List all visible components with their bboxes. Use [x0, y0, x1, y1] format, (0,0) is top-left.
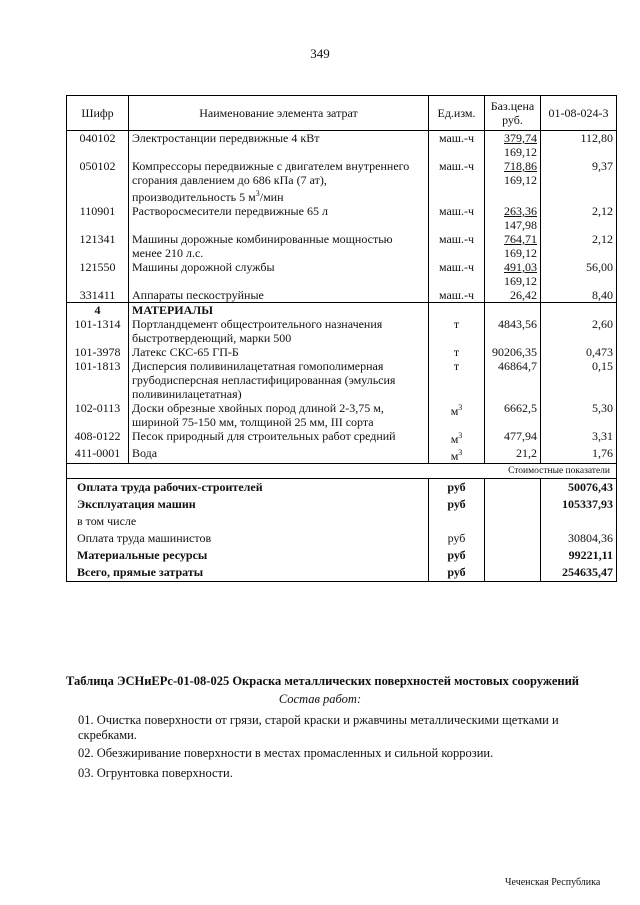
row-unit: маш.-ч: [429, 131, 485, 160]
price-labor: 169,12: [504, 145, 537, 159]
row-unit: маш.-ч: [429, 159, 485, 204]
price-labor: 169,12: [504, 173, 537, 187]
row-price: [485, 131, 541, 160]
row-price: 26,42: [485, 288, 541, 303]
row-code: 101-3978: [67, 345, 129, 359]
cost-table: [66, 95, 617, 582]
row-unit: т: [429, 359, 485, 401]
row-price: [485, 159, 541, 204]
row-norm: 0,15: [541, 359, 617, 401]
price-labor: 169,12: [504, 246, 537, 260]
summary-label: Эксплуатация машин: [67, 496, 429, 513]
summary-row: [67, 530, 617, 547]
summary-row: [67, 513, 617, 530]
row-norm: 9,37: [541, 159, 617, 204]
table-row: [67, 204, 617, 232]
row-name: Портландцемент общестроительного назначения быстротвердеющий, марки 500: [129, 317, 429, 345]
summary-unit: руб: [429, 564, 485, 582]
price-total: 379,74: [504, 131, 537, 145]
row-price: 4843,56: [485, 317, 541, 345]
row-code: 411-0001: [67, 446, 129, 464]
row-code: 110901: [67, 204, 129, 232]
cost-caption-row: [67, 464, 617, 479]
row-norm: 3,31: [541, 429, 617, 446]
row-price: 90206,35: [485, 345, 541, 359]
price-total: 764,71: [504, 232, 537, 246]
table-row: [67, 345, 617, 359]
row-name: Латекс СКС-65 ГП-Б: [129, 345, 429, 359]
summary-value: 254635,47: [541, 564, 617, 582]
row-code: 101-1813: [67, 359, 129, 401]
row-code: 121550: [67, 260, 129, 288]
row-unit: $м^3$: [429, 446, 485, 464]
row-unit: т: [429, 345, 485, 359]
row-name: Дисперсия поливинилацетатная гомополимерная грубодисперсная непластифицированная (эмульсия поливинилацетатная): [129, 359, 429, 401]
price-total: 491,03: [504, 260, 537, 274]
row-name: Электростанции передвижные 4 кВт: [129, 131, 429, 160]
footer-region: Чеченская Республика: [505, 877, 601, 888]
table-row: [67, 317, 617, 345]
summary-row: [67, 496, 617, 513]
summary-row: [67, 547, 617, 564]
table-title: Таблица ЭСНиЕРс-01-08-025 Окраска металлических поверхностей мостовых сооружений: [66, 674, 579, 688]
summary-unit: руб: [429, 496, 485, 513]
work-item: 02. Обезжиривание поверхности в местах промасленных и сильной коррозии.: [78, 746, 494, 760]
row-unit: маш.-ч: [429, 204, 485, 232]
summary-label: Всего, прямые затраты: [67, 564, 429, 582]
row-norm: 8,40: [541, 288, 617, 303]
summary-value: 99221,11: [541, 547, 617, 564]
summary-value: 50076,43: [541, 479, 617, 497]
row-price: 21,2: [485, 446, 541, 464]
work-item: 01. Очистка поверхности от грязи, старой краски и ржавчины металлическими щетками и скребками.: [78, 713, 559, 742]
table-row: [67, 159, 617, 204]
summary-label: Материальные ресурсы: [67, 547, 429, 564]
row-price: [485, 204, 541, 232]
price-labor: 147,98: [504, 218, 537, 232]
row-name: Песок природный для строительных работ средний: [129, 429, 429, 446]
table-row: [67, 401, 617, 429]
row-name: Машины дорожной службы: [129, 260, 429, 288]
row-name: Компрессоры передвижные с двигателем внутреннего сгорания давлением до 686 кПа (7 ат), производительность 5 $м^3$/мин: [129, 159, 429, 204]
row-unit: $м^3$: [429, 429, 485, 446]
table-row: [67, 446, 617, 464]
row-unit: $м^3$: [429, 401, 485, 429]
row-code: 050102: [67, 159, 129, 204]
summary-row: [67, 564, 617, 582]
row-name: Доски обрезные хвойных пород длиной 2-3,75 м, шириной 75-150 мм, толщиной 25 мм, III сорта: [129, 401, 429, 429]
row-unit: маш.-ч: [429, 232, 485, 260]
row-price: [485, 260, 541, 288]
row-price: 6662,5: [485, 401, 541, 429]
summary-row: [67, 479, 617, 497]
row-code: 121341: [67, 232, 129, 260]
row-code: 408-0122: [67, 429, 129, 446]
header-norm: 01-08-024-3: [541, 96, 617, 131]
summary-label: Оплата труда рабочих-строителей: [67, 479, 429, 497]
summary-value: 30804,36: [541, 530, 617, 547]
section-title: МАТЕРИАЛЫ: [129, 303, 429, 318]
row-code: 331411: [67, 288, 129, 303]
header-unit: Ед.изм.: [429, 96, 485, 131]
table-row: [67, 131, 617, 160]
work-item: 03. Огрунтовка поверхности.: [78, 766, 233, 780]
row-code: 101-1314: [67, 317, 129, 345]
summary-label: Оплата труда машинистов: [67, 530, 429, 547]
row-code: 102-0113: [67, 401, 129, 429]
header-price: Баз.цена руб.: [485, 96, 541, 131]
row-price: 46864,7: [485, 359, 541, 401]
table-header-row: [67, 96, 617, 131]
price-labor: 169,12: [504, 274, 537, 288]
row-unit: маш.-ч: [429, 260, 485, 288]
row-name: Растворосмесители передвижные 65 л: [129, 204, 429, 232]
price-total: 263,36: [504, 204, 537, 218]
row-unit: т: [429, 317, 485, 345]
table-row: [67, 232, 617, 260]
row-unit: маш.-ч: [429, 288, 485, 303]
row-norm: 2,12: [541, 204, 617, 232]
table-row: [67, 260, 617, 288]
composition-title: Состав работ:: [278, 692, 362, 706]
summary-unit: руб: [429, 530, 485, 547]
cost-caption: Стоимостные показатели: [67, 464, 617, 479]
row-price: 477,94: [485, 429, 541, 446]
header-name: Наименование элемента затрат: [129, 96, 429, 131]
row-norm: 112,80: [541, 131, 617, 160]
table-row: [67, 288, 617, 303]
section-number: 4: [67, 303, 129, 318]
summary-label: в том числе: [67, 513, 429, 530]
table-row: [67, 429, 617, 446]
header-code: Шифр: [67, 96, 129, 131]
row-code: 040102: [67, 131, 129, 160]
row-norm: 2,60: [541, 317, 617, 345]
table-row: [67, 359, 617, 401]
summary-unit: руб: [429, 479, 485, 497]
price-total: 718,86: [504, 159, 537, 173]
row-name: Вода: [129, 446, 429, 464]
row-price: [485, 232, 541, 260]
summary-unit: руб: [429, 547, 485, 564]
summary-value: 105337,93: [541, 496, 617, 513]
row-norm: 0,473: [541, 345, 617, 359]
row-norm: 56,00: [541, 260, 617, 288]
row-norm: 1,76: [541, 446, 617, 464]
row-norm: 5,30: [541, 401, 617, 429]
row-name: Машины дорожные комбинированные мощностью менее 210 л.с.: [129, 232, 429, 260]
section-row-materials: [67, 303, 617, 318]
row-norm: 2,12: [541, 232, 617, 260]
page-number: 349: [310, 46, 330, 61]
row-name: Аппараты пескоструйные: [129, 288, 429, 303]
